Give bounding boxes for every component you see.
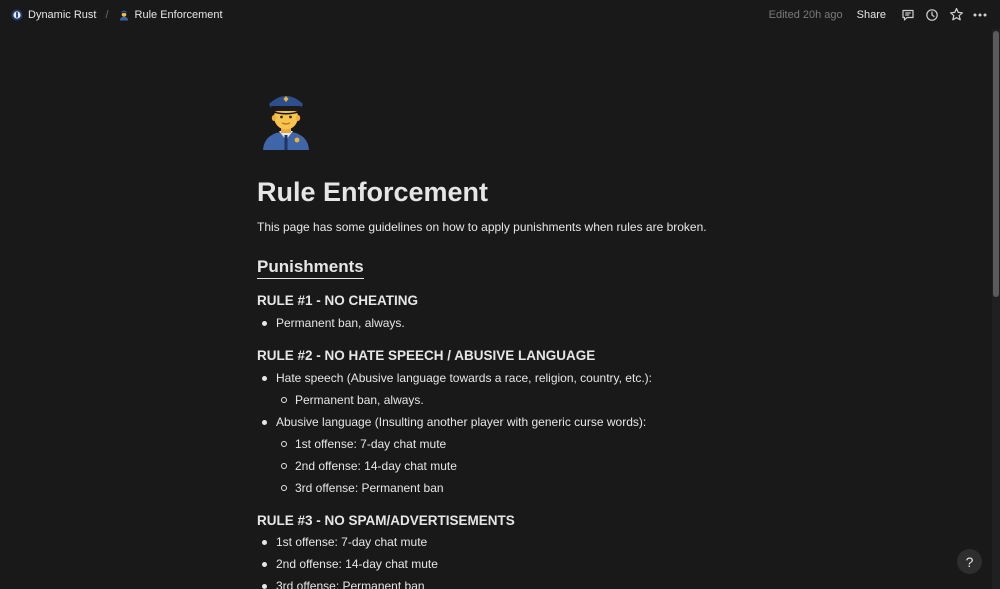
breadcrumb-workspace-label: Dynamic Rust [28,8,97,21]
rule-heading-2: RULE #2 - NO HATE SPEECH / ABUSIVE LANGUAGE [257,348,596,363]
breadcrumb-page[interactable] [115,7,226,23]
help-button[interactable]: ? [957,549,982,574]
more-icon[interactable] [968,4,992,26]
rule-3-list [257,534,817,589]
scrollbar-thumb[interactable] [993,31,999,297]
history-icon[interactable] [920,4,944,26]
share-button[interactable]: Share [856,8,886,21]
page-content [257,88,817,589]
police-officer-icon[interactable] [255,88,317,150]
edited-timestamp: Edited 20h ago [768,8,843,21]
list-item: Permanent ban, always. [257,315,817,331]
breadcrumb-page-label: Rule Enforcement [134,8,223,21]
rule-1-list [257,315,817,331]
list-subitem: 2nd offense: 14-day chat mute [257,458,817,474]
list-item: 3rd offense: Permanent ban [257,578,817,589]
list-item: Hate speech (Abusive language towards a race, religion, country, etc.): [257,370,817,386]
police-officer-icon [118,9,130,21]
rule-heading-3: RULE #3 - NO SPAM/ADVERTISEMENTS [257,513,515,528]
page-intro: This page has some guidelines on how to apply punishments when rules are broken. [257,220,707,234]
list-item: 1st offense: 7-day chat mute [257,534,817,550]
breadcrumb [8,7,226,23]
list-subitem: 3rd offense: Permanent ban [257,480,817,496]
list-subitem: 1st offense: 7-day chat mute [257,436,817,452]
topbar-actions [769,4,992,26]
rule-heading-1: RULE #1 - NO CHEATING [257,293,419,308]
section-heading-punishments: Punishments [257,256,364,279]
list-subitem: Permanent ban, always. [257,392,817,408]
rust-logo-icon [11,9,23,21]
breadcrumb-workspace[interactable] [8,7,99,23]
list-item: Abusive language (Insulting another player with generic curse words): [257,414,817,430]
page-title: Rule Enforcement [257,177,489,207]
scrollbar[interactable] [992,29,1000,589]
star-icon[interactable] [944,4,968,26]
comment-icon[interactable] [896,4,920,26]
list-item: 2nd offense: 14-day chat mute [257,556,817,572]
breadcrumb-separator: / [105,8,109,21]
topbar [0,0,1000,29]
rule-2-list [257,370,817,496]
